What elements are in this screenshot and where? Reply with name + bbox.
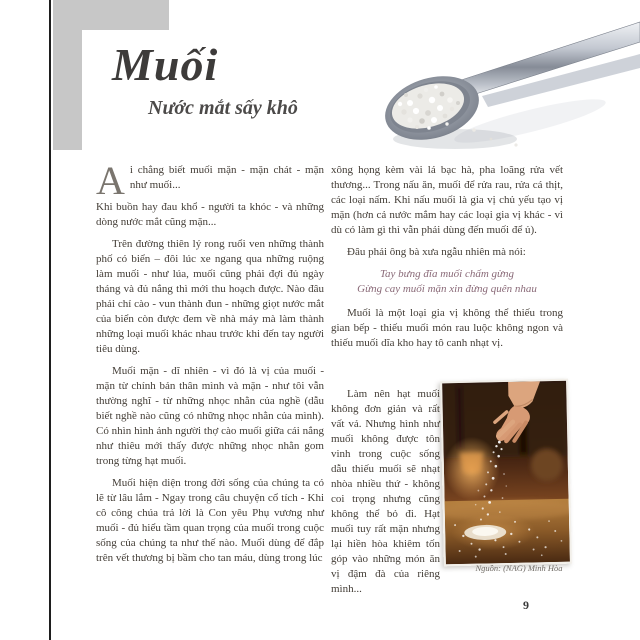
salt-spoon-photo [370, 8, 640, 160]
photo-caption: Nguồn: (NAG) Minh Hòa [475, 563, 563, 573]
paragraph: Muối là một loại gia vị không thể thiếu trong gian bếp - thiếu muối món rau luộc không ngon và thiếu muối dĩa kho hay tô canh nhạt vị. [331, 307, 563, 349]
verse-line: Gừng cay muối mặn xin đừng quên nhau [357, 283, 537, 295]
paragraph: Đâu phải ông bà xưa ngẫu nhiên mà nói: [347, 246, 526, 258]
paragraph-text: i chẳng biết muối mặn - mặn chát - mặn như muối... [129, 164, 324, 191]
pouring-salt-photo [440, 379, 572, 567]
paragraph: Khi buồn hay đau khổ - người ta khóc - và những dòng nước mắt cũng mặn... [96, 201, 324, 228]
drop-cap: A [96, 158, 125, 203]
chapter-title: Muối [112, 39, 219, 90]
paragraph: Trên đường thiên lý rong ruổi ven những thành phố có biển – đôi lúc xe ngang qua những ruộng làm muối - như lúa, muối cũng phải đợi đủ ngày tháng và đủ nắng thì mới thu hoạch được. Nào đâu phải chỉ cào - vun thành đun - những giọt nước mắt của biển còn được đem về nhà máy mà làm thành những loại muối khác nhau trước khi đến tay người tiêu dùng. [96, 238, 324, 355]
chapter-subtitle: Nước mắt sấy khô [148, 97, 298, 119]
page-number: 9 [523, 598, 529, 612]
page-left-edge [49, 0, 51, 640]
paragraph: Làm nên hạt muối không đơn giản và rất vất vả. Nhưng hình như muối không được tôn vinh trong cuộc sống dẫu thiếu muối sẽ nhạt nhòa nhiều thứ - không coi trọng nhưng cũng không thể bỏ đi. Hạt muối tuy rất mặn nhưng lại hiền hòa khiêm tốn góp vào những món ăn vị đậm đà của riêng mình... [331, 388, 440, 595]
verse-line: Tay bưng đĩa muối chấm gừng [379, 268, 515, 280]
paragraph [96, 158, 324, 203]
paragraph: xông họng kèm vài lá bạc hà, pha loãng rửa vết thương... Trong nấu ăn, muối để rửa rau, rửa cá thịt, các loại nấm. Khi nấu muối là gia vị chủ yếu tạo vị mặn (hơn cả nước mắm hay các loại gia vị khác - vì dù có làm gì thì vẫn phải dùng đến muối để ủ). [331, 164, 563, 236]
right-text-column [331, 163, 563, 358]
folk-verse [331, 267, 563, 297]
paragraph: Muối hiện diện trong đời sống của chúng ta có lẽ từ lâu lắm - Ngay trong câu chuyện cổ tích - Khi cô công chúa trả lời là Con yêu Phụ vương như muối - đủ hiểu tầm quan trọng của muối trong cuộc sống của chúng ta như thế nào. Muối dùng để đắp trên vết thương bị bầm cho tan máu, dùng trong lúc [96, 477, 324, 564]
right-text-column-narrow [331, 387, 440, 597]
paragraph: Muối mặn - dĩ nhiên - vì đó là vị của muối - mặn từ chính bản thân mình và mặn - như tôi vẫn thường nghĩ - từ những nhọc nhằn của nghề (dẫu biết nghề nào cũng có những nhọc nhằn của mình). Có nhìn hình ảnh người thợ cào muối giữa cái nắng như thiêu mới thấy được những nhọc nhằn gom trong từng hạt muối. [96, 365, 324, 467]
left-text-column [96, 158, 324, 573]
corner-decoration-vertical [53, 0, 82, 150]
